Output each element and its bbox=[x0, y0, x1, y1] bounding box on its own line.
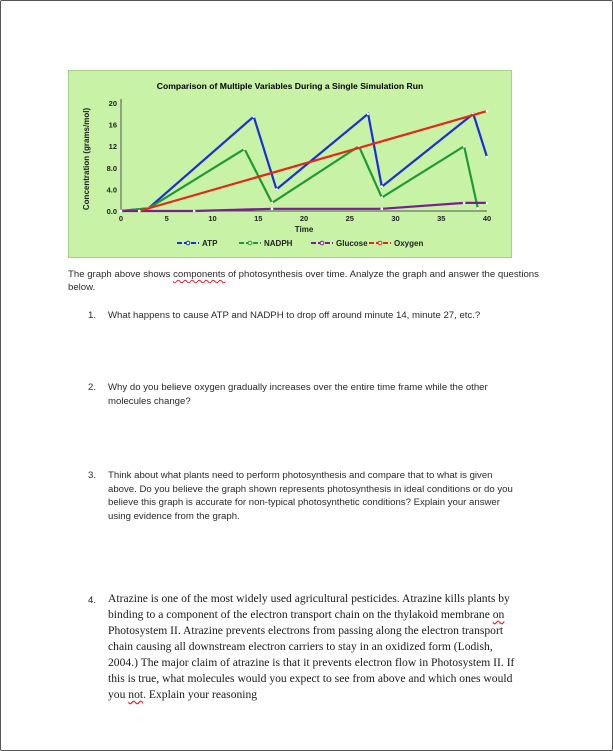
question-text-line: believe this graph is accurate for non-typical photosynthetic conditions? Explain your answer bbox=[108, 497, 500, 508]
question-text-line: molecules change? bbox=[108, 395, 191, 407]
y-tick-label: 4.0 bbox=[106, 185, 117, 195]
x-tick-label: 5 bbox=[164, 214, 169, 223]
question-number: 2. bbox=[88, 382, 97, 393]
intro-paragraph bbox=[68, 268, 558, 294]
question-text-segment: you bbox=[108, 688, 129, 701]
question-number: 1. bbox=[88, 310, 97, 321]
series-line-oxygen bbox=[139, 111, 487, 211]
question-2 bbox=[88, 381, 568, 411]
legend-label-oxygen: Oxygen bbox=[394, 239, 424, 248]
question-number: 4. bbox=[88, 595, 97, 606]
data-point-nadph bbox=[463, 145, 466, 148]
data-point-glucose bbox=[120, 210, 123, 213]
question-text-line bbox=[108, 687, 568, 703]
chart-title: Comparison of Multiple Variables During a Single Simulation Run bbox=[156, 81, 424, 91]
y-axis-label: Concentration (grams/mol) bbox=[82, 107, 91, 211]
y-tick-label: 20 bbox=[108, 99, 117, 108]
y-tick-label: 0.0 bbox=[106, 207, 117, 216]
question-text-line: 2004.) The major claim of atrazine is that it prevents electron flow in Photosystem II. If bbox=[108, 656, 515, 669]
question-text-line: chain causing all downstream electron carriers to stay in an oxidized form (Lodish, bbox=[108, 640, 493, 653]
data-point-atp bbox=[380, 185, 383, 188]
x-tick-label: 0 bbox=[118, 214, 124, 223]
data-point-glucose bbox=[193, 210, 196, 213]
question-text-line: using evidence from the graph. bbox=[108, 510, 240, 522]
question-4 bbox=[88, 591, 568, 711]
data-point-oxygen bbox=[138, 210, 141, 213]
x-tick-label: 10 bbox=[208, 214, 217, 223]
legend-label-nadph: NADPH bbox=[264, 239, 293, 248]
data-point-atp bbox=[367, 113, 370, 116]
y-tick-label: 16 bbox=[108, 120, 117, 130]
x-tick-label: 40 bbox=[482, 214, 492, 223]
series-line-atp bbox=[121, 114, 487, 211]
x-tick-label: 25 bbox=[345, 214, 354, 223]
data-point-atp bbox=[275, 188, 278, 191]
legend-label-glucose: Glucose bbox=[336, 239, 368, 248]
question-text-underlined: on bbox=[492, 608, 505, 621]
y-tick-label: 12 bbox=[108, 142, 117, 152]
series-line-glucose bbox=[121, 203, 487, 211]
photosynthesis-chart bbox=[69, 71, 511, 257]
question-text-segment: binding to a component of the electron transport chain on the thylakoid membrane bbox=[108, 608, 493, 621]
legend-marker-atp bbox=[186, 241, 190, 245]
data-point-nadph bbox=[271, 202, 274, 205]
legend-marker-oxygen bbox=[378, 241, 382, 245]
question-number: 3. bbox=[88, 470, 97, 481]
question-text-line bbox=[108, 607, 568, 623]
question-text-line: Think about what plants need to perform photosynthesis and compare that to what is given bbox=[108, 470, 493, 481]
question-text-segment: . Explain your reasoning bbox=[143, 688, 258, 701]
question-text-line: this is true, what molecules would you expect to see from above and which ones would bbox=[108, 672, 513, 685]
data-point-nadph bbox=[243, 148, 246, 151]
data-point-nadph bbox=[477, 207, 480, 210]
x-tick-label: 35 bbox=[437, 214, 446, 223]
data-point-glucose bbox=[271, 208, 274, 211]
data-point-atp bbox=[486, 156, 489, 159]
chart-panel bbox=[68, 70, 512, 258]
legend-label-atp: ATP bbox=[202, 239, 218, 248]
question-3 bbox=[88, 469, 568, 529]
intro-text-before: The graph above shows bbox=[68, 269, 174, 280]
question-text-line: above. Do you believe the graph shown represents photosynthesis in ideal conditions or do you bbox=[108, 483, 513, 495]
data-point-oxygen bbox=[486, 110, 489, 113]
question-text-line: Atrazine is one of the most widely used agricultural pesticides. Atrazine kills plants by bbox=[108, 592, 510, 605]
data-point-atp bbox=[252, 115, 255, 118]
x-tick-label: 15 bbox=[254, 214, 263, 223]
y-tick-label: 8.0 bbox=[106, 163, 117, 173]
intro-text-after: of photosynthesis over time. Analyze the graph and answer the questions below. bbox=[68, 269, 539, 293]
question-text-underlined: not bbox=[128, 688, 144, 701]
question-text: What happens to cause ATP and NADPH to drop off around minute 14, minute 27, etc.? bbox=[108, 310, 481, 321]
x-tick-label: 30 bbox=[391, 214, 400, 223]
x-axis-label: Time bbox=[294, 225, 314, 234]
question-text-line: Why do you believe oxygen gradually increases over the entire time frame while the other bbox=[108, 382, 488, 393]
legend-marker-nadph bbox=[248, 241, 252, 245]
x-tick-label: 20 bbox=[299, 214, 309, 223]
data-point-glucose bbox=[463, 202, 466, 205]
data-point-nadph bbox=[380, 196, 383, 199]
data-point-glucose bbox=[486, 202, 489, 205]
data-point-glucose bbox=[380, 208, 383, 211]
intro-text-underlined: components bbox=[173, 269, 226, 280]
legend-marker-glucose bbox=[320, 241, 324, 245]
question-text-line: Photosystem II. Atrazine prevents electrons from passing along the electron transport bbox=[108, 624, 504, 637]
